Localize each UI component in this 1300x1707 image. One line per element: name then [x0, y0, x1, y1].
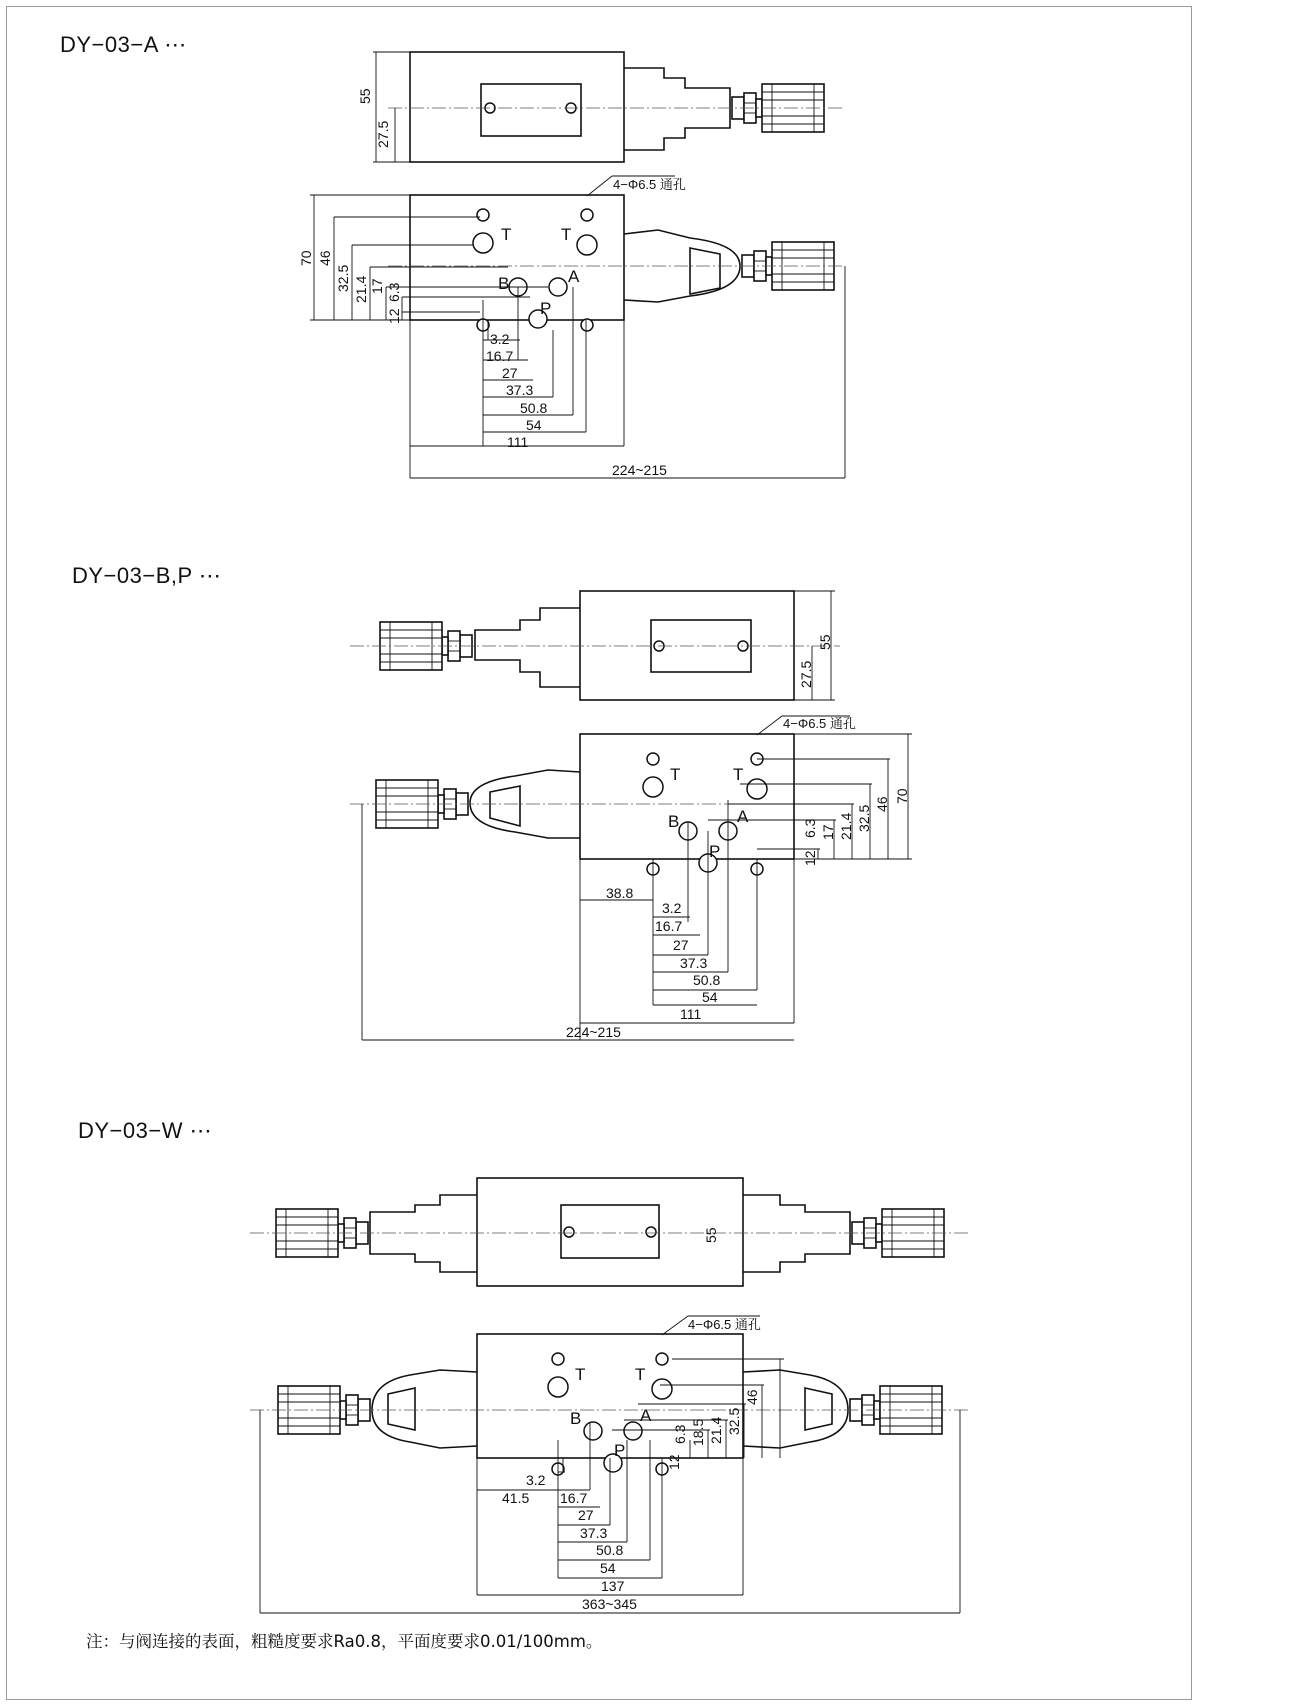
a-hole-note: 4−Φ6.5 通孔	[613, 177, 686, 192]
w-dim-37-3: 37.3	[580, 1525, 608, 1541]
footnote: 注：与阀连接的表面，粗糙度要求Ra0.8，平面度要求0.01/100mm。	[86, 1632, 603, 1651]
a-dim-21-4: 21.4	[353, 275, 369, 303]
w-port-b: B	[570, 1409, 582, 1428]
w-dim-length: 363~345	[582, 1596, 637, 1612]
bp-dim-length: 224~215	[566, 1024, 621, 1040]
a-dim-length: 224~215	[612, 462, 667, 478]
a-dim-37-3: 37.3	[506, 382, 534, 398]
bp-port-t-left: T	[670, 765, 681, 784]
a-dim-3-2: 3.2	[490, 331, 510, 347]
a-dim-46: 46	[317, 250, 333, 266]
w-dim-3-2: 3.2	[526, 1472, 546, 1488]
a-dim-27: 27	[502, 365, 518, 381]
bp-dim-55: 55	[817, 634, 833, 650]
bp-dim-46: 46	[874, 796, 890, 812]
w-front-labels	[502, 1317, 761, 1612]
bp-dim-54: 54	[702, 989, 718, 1005]
w-dim-16-7: 16.7	[560, 1490, 588, 1506]
bp-dim-16-7: 16.7	[655, 918, 683, 934]
w-dim-55: 55	[703, 1227, 719, 1243]
w-dim-21-4: 21.4	[708, 1416, 724, 1444]
w-port-p: P	[614, 1441, 626, 1460]
w-port-t-right: T	[635, 1365, 646, 1384]
w-dim-18-5: 18.5	[690, 1418, 706, 1446]
bp-top-view	[350, 591, 840, 700]
a-top-view	[373, 52, 845, 162]
bp-dim-21-4: 21.4	[838, 812, 854, 840]
a-port-a: A	[568, 267, 580, 286]
bp-dim-17: 17	[820, 824, 836, 840]
bp-port-t-right: T	[733, 765, 744, 784]
bp-port-b: B	[668, 812, 680, 831]
w-dim-46: 46	[744, 1389, 760, 1405]
bp-front-labels	[566, 716, 910, 1040]
w-dim-12: 12	[666, 1454, 682, 1470]
a-dim-32-5: 32.5	[335, 264, 351, 292]
a-front-labels	[298, 177, 686, 478]
a-dim-111: 111	[507, 434, 529, 450]
a-dim-16-7: 16.7	[486, 348, 514, 364]
bp-port-p: P	[709, 842, 721, 861]
bp-dim-6-3: 6.3	[802, 818, 818, 838]
a-front-view	[310, 176, 845, 478]
a-port-t-left: T	[501, 225, 512, 244]
w-top-view	[250, 1178, 970, 1286]
bp-front-view	[350, 716, 912, 1040]
w-dim-6-3: 6.3	[672, 1424, 688, 1444]
bp-dim-37-3: 37.3	[680, 955, 708, 971]
a-dim-12: 12	[386, 308, 402, 324]
bp-dim-27: 27	[673, 937, 689, 953]
w-dim-41-5: 41.5	[502, 1490, 530, 1506]
bp-dim-38-8: 38.8	[606, 885, 634, 901]
section-title-bp: DY−03−B,P ⋯	[72, 563, 222, 588]
a-dim-55: 55	[357, 88, 373, 104]
section-title-w: DY−03−W ⋯	[78, 1118, 213, 1143]
a-port-b: B	[498, 274, 510, 293]
a-dim-17: 17	[369, 278, 385, 294]
w-dim-50-8: 50.8	[596, 1542, 624, 1558]
bp-dim-3-2: 3.2	[662, 900, 682, 916]
a-dim-27-5: 27.5	[375, 120, 391, 148]
bp-dim-32-5: 32.5	[856, 804, 872, 832]
bp-dim-12: 12	[802, 850, 818, 866]
w-dim-54: 54	[600, 1560, 616, 1576]
a-dim-54: 54	[526, 417, 542, 433]
bp-port-a: A	[737, 807, 749, 826]
w-port-t-left: T	[575, 1365, 586, 1384]
bp-dim-70: 70	[894, 788, 910, 804]
a-dim-50-8: 50.8	[520, 400, 548, 416]
bp-dim-27-5: 27.5	[798, 660, 814, 688]
w-port-a: A	[640, 1406, 652, 1425]
a-dim-70: 70	[298, 250, 314, 266]
w-dim-27: 27	[578, 1507, 594, 1523]
a-port-t-right: T	[561, 225, 572, 244]
w-dim-137: 137	[601, 1578, 625, 1594]
bp-hole-note: 4−Φ6.5 通孔	[783, 716, 856, 731]
a-port-p: P	[540, 299, 552, 318]
w-hole-note: 4−Φ6.5 通孔	[688, 1317, 761, 1332]
a-dim-6-3: 6.3	[386, 282, 402, 302]
bp-dim-50-8: 50.8	[693, 972, 721, 988]
bp-dim-111: 111	[680, 1006, 702, 1022]
w-dim-32-5: 32.5	[726, 1407, 742, 1435]
section-title-a: DY−03−A ⋯	[60, 32, 187, 57]
